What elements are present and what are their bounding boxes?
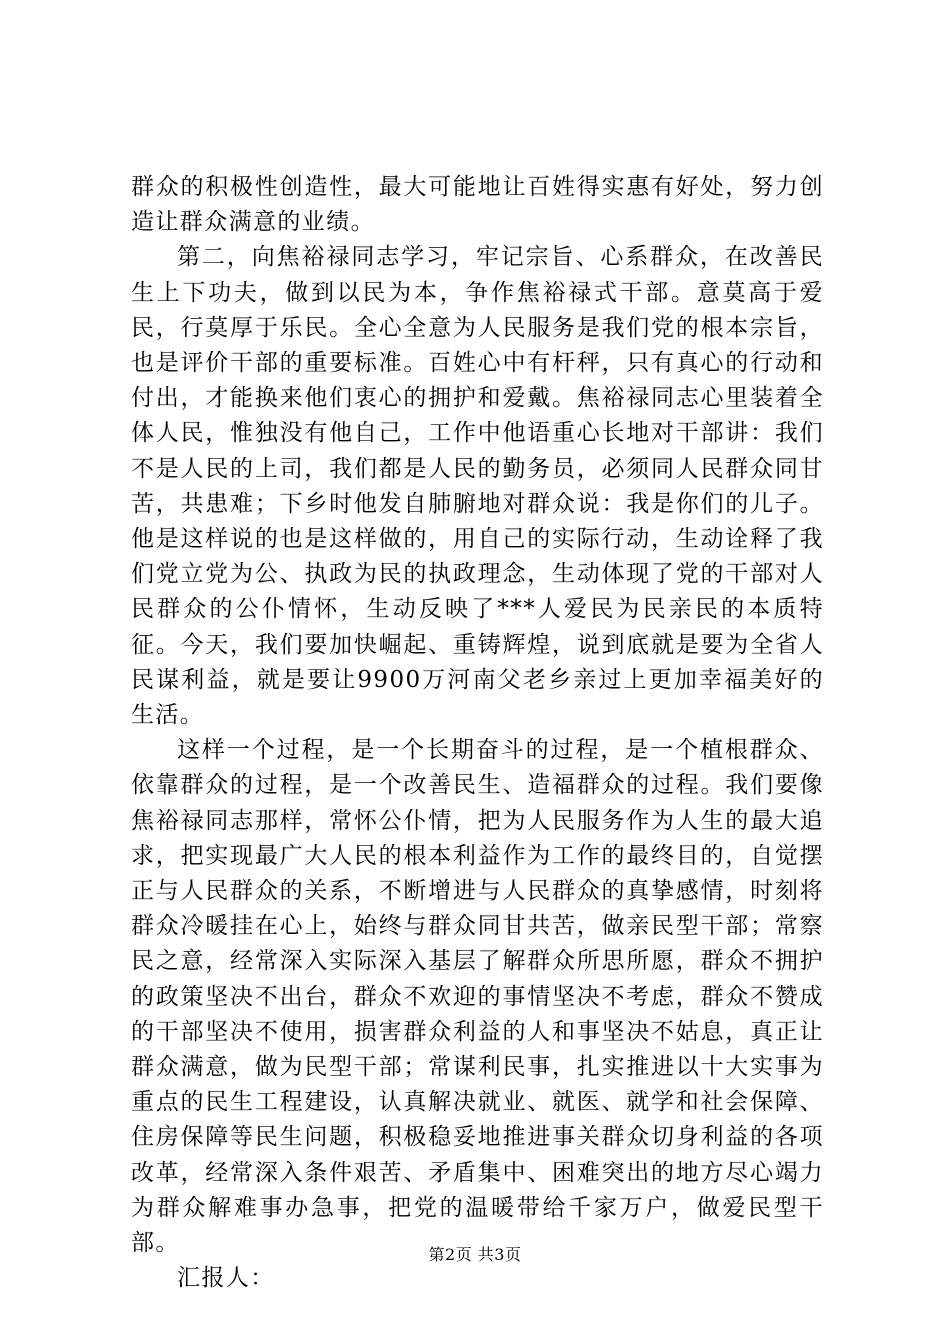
document-body (131, 170, 824, 1297)
paragraph-second-point: 第二，向焦裕禄同志学习，牢记宗旨、心系群众，在改善民生上下功夫，做到以民为本，争作焦裕禄式干部。意莫高于爱民，行莫厚于乐民。全心全意为人民服务是我们党的根本宗旨，也是评价干部的重要标准。百姓心中有杆秤，只有真心的行动和付出，才能换来他们衷心的拥护和爱戴。焦裕禄同志心里装着全体人民，惟独没有他自己，工作中他语重心长地对干部讲：我们不是人民的上司，我们都是人民的勤务员，必须同人民群众同甘苦，共患难；下乡时他发自肺腑地对群众说：我是你们的儿子。他是这样说的也是这样做的，用自己的实际行动，生动诠释了我们党立党为公、执政为民的执政理念，生动体现了党的干部对人民群众的公仆情怀，生动反映了***人爱民为民亲民的本质特征。今天，我们要加快崛起、重铸辉煌，说到底就是要为全省人民谋利益，就是要让9900万河南父老乡亲过上更加幸福美好的生活。 (131, 244, 824, 729)
page-number-footer: 第2页 共3页 (428, 1245, 522, 1264)
paragraph-reporter: 汇报人： (177, 1265, 275, 1292)
paragraph-continuation: 群众的积极性创造性，最大可能地让百姓得实惠有好处，努力创造让群众满意的业绩。 (131, 174, 824, 236)
paragraph-process: 这样一个过程，是一个长期奋斗的过程，是一个植根群众、依靠群众的过程，是一个改善民生、造福群众的过程。我们要像焦裕禄同志那样，常怀公仆情，把为人民服务作为人生的最大追求，把实现最广大人民的根本利益作为工作的最终目的，自觉摆正与人民群众的关系，不断增进与人民群众的真挚感情，时刻将群众冷暖挂在心上，始终与群众同甘共苦，做亲民型干部；常察民之意，经常深入实际深入基层了解群众所思所愿，群众不拥护的政策坚决不出台，群众不欢迎的事情坚决不考虑，群众不赞成的干部坚决不使用，损害群众利益的人和事坚决不姑息，真正让群众满意，做为民型干部；常谋利民事，扎实推进以十大实事为重点的民生工程建设，认真解决就业、就医、就学和社会保障、住房保障等民生问题，积极稳妥地推进事关群众切身利益的各项改革，经常深入条件艰苦、矛盾集中、困难突出的地方尽心竭力为群众解难事办急事，把党的温暖带给千家万户，做爱民型干部。 (131, 737, 824, 1257)
